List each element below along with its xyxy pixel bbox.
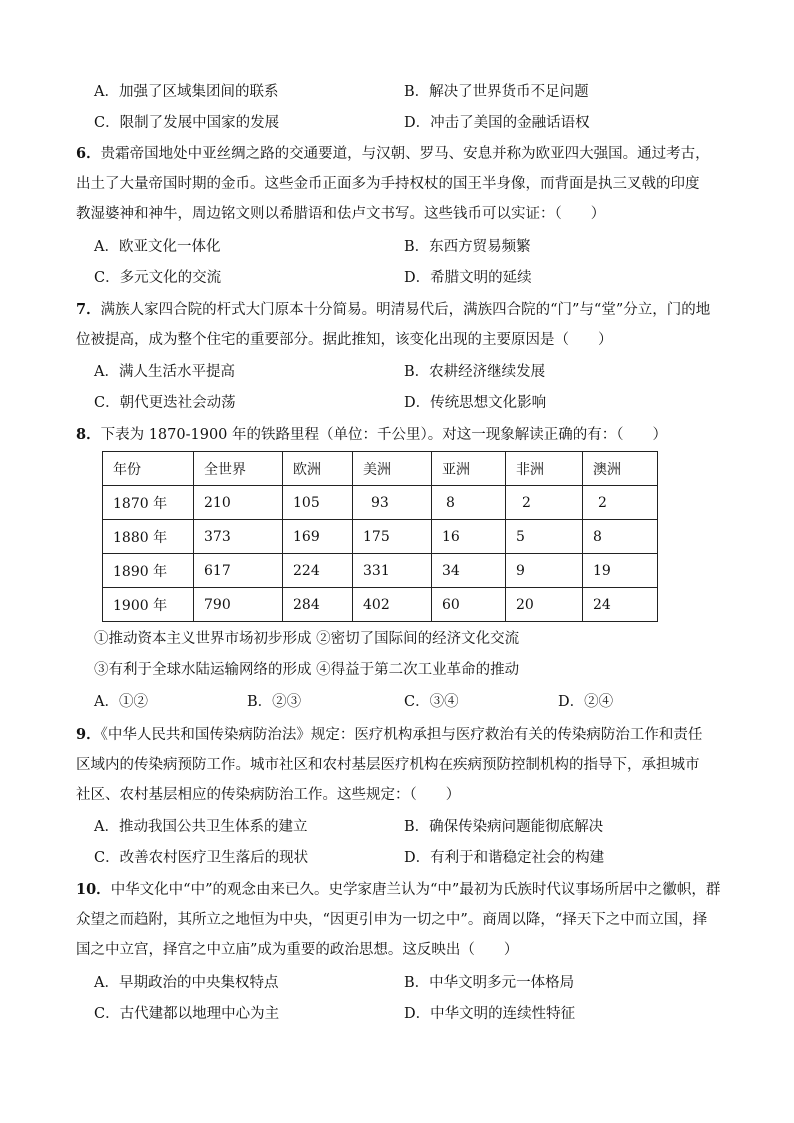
q10-stem-text-1: 中华文化中“中”的观念由来已久。史学家唐兰认为“中”最初为氏族时代议事场所居中之徽帜，群 [110, 882, 721, 898]
table-cell: 790 [194, 588, 283, 622]
q10-stem-line-3: 国之中立宫，择宫之中立庙”成为重要的政治思想。这反映出（ ） [76, 942, 519, 958]
table-cell: 2 [506, 486, 583, 520]
q6-stem-line-1 [76, 144, 726, 164]
table-cell: 9 [506, 554, 583, 588]
table-row [103, 588, 658, 622]
q6-option-b: B．东西方贸易频繁 [404, 239, 531, 255]
q8-number: 8． [76, 426, 101, 443]
table-header-cell: 欧洲 [283, 452, 353, 486]
q8-option-d: D．②④ [558, 694, 614, 710]
q7-number: 7． [76, 301, 101, 318]
q9-option-b: B．确保传染病问题能彻底解决 [404, 819, 604, 835]
table-cell: 1900 年 [103, 588, 194, 622]
q9-option-c: C．改善农村医疗卫生落后的现状 [94, 850, 309, 866]
table-header-cell: 美洲 [353, 452, 432, 486]
q6-number: 6． [76, 145, 101, 162]
table-header-row [103, 452, 658, 486]
table-cell: 1880 年 [103, 520, 194, 554]
q6-option-d: D．希腊文明的延续 [404, 270, 532, 286]
q7-stem-text-1: 满族人家四合院的杆式大门原本十分简易。明清易代后，满族四合院的“门”与“堂”分立，门的地 [100, 302, 711, 318]
q8-option-b: B．②③ [247, 694, 302, 710]
q5-option-c: C．限制了发展中国家的发展 [94, 115, 280, 131]
q6-stem-line-3: 教湿婆神和神牛，周边铭文则以希腊语和佉卢文书写。这些钱币可以实证：（ ） [76, 206, 606, 222]
q7-stem-line-1 [76, 300, 726, 320]
table-header-cell: 年份 [103, 452, 194, 486]
q9-option-a: A．推动我国公共卫生体系的建立 [94, 819, 308, 835]
q9-stem-text-1: 《中华人民共和国传染病防治法》规定：医疗机构承担与医疗救治有关的传染病防治工作和责任 [100, 727, 703, 743]
table-cell: 8 [583, 520, 658, 554]
q9-option-d: D．有利于和谐稳定社会的构建 [404, 850, 605, 866]
table-cell: 175 [353, 520, 432, 554]
q8-option-a: A．①② [94, 694, 148, 710]
q9-stem-line-1 [76, 725, 726, 745]
table-header-cell: 亚洲 [432, 452, 506, 486]
q8-option-c: C．③④ [404, 694, 459, 710]
q10-number: 10． [76, 881, 111, 898]
table-cell: 8 [432, 486, 506, 520]
q10-option-a: A．早期政治的中央集权特点 [94, 975, 279, 991]
table-cell: 169 [283, 520, 353, 554]
table-cell: 617 [194, 554, 283, 588]
table-cell: 284 [283, 588, 353, 622]
q7-option-a: A．满人生活水平提高 [94, 364, 235, 380]
table-row [103, 520, 658, 554]
table-cell: 5 [506, 520, 583, 554]
q9-stem-line-3: 社区、农村基层相应的传染病防治工作。这些规定：（ ） [76, 787, 461, 803]
table-cell: 331 [353, 554, 432, 588]
q6-option-a: A．欧亚文化一体化 [94, 239, 221, 255]
table-cell: 93 [353, 486, 432, 520]
q8-stem-text-1: 下表为 1870-1900 年的铁路里程（单位：千公里）。对这一现象解读正确的有：（ ） [100, 427, 668, 443]
q9-number: 9． [76, 726, 101, 743]
table-cell: 105 [283, 486, 353, 520]
q5-option-a: A．加强了区域集团间的联系 [94, 84, 279, 100]
q7-option-c: C．朝代更迭社会动荡 [94, 395, 236, 411]
table-header-cell: 全世界 [194, 452, 283, 486]
table-cell: 20 [506, 588, 583, 622]
q6-stem-text-1: 贵霜帝国地处中亚丝绸之路的交通要道，与汉朝、罗马、安息并称为欧亚四大强国。通过考古， [100, 146, 710, 162]
q6-stem-line-2: 出土了大量帝国时期的金币。这些金币正面多为手持权杖的国王半身像，而背面是执三叉戟的印度 [76, 176, 700, 192]
q6-option-c: C．多元文化的交流 [94, 270, 222, 286]
q10-option-c: C．古代建都以地理中心为主 [94, 1006, 280, 1022]
table-header-cell: 澳洲 [583, 452, 658, 486]
q7-option-d: D．传统思想文化影响 [404, 395, 547, 411]
table-cell: 34 [432, 554, 506, 588]
table-cell: 60 [432, 588, 506, 622]
table-row [103, 554, 658, 588]
railway-mileage-table [102, 451, 658, 622]
table-cell: 19 [583, 554, 658, 588]
q8-statements-line-1: ①推动资本主义世界市场初步形成 ②密切了国际间的经济文化交流 [94, 631, 520, 647]
table-cell: 224 [283, 554, 353, 588]
q7-option-b: B．农耕经济继续发展 [404, 364, 546, 380]
table-cell: 2 [583, 486, 658, 520]
q7-stem-line-2: 位被提高，成为整个住宅的重要部分。据此推知，该变化出现的主要原因是（ ） [76, 332, 613, 348]
q9-stem-line-2: 区域内的传染病预防工作。城市社区和农村基层医疗机构在疾病预防控制机构的指导下，承担城市 [76, 757, 700, 773]
table-cell: 24 [583, 588, 658, 622]
q8-statements-line-2: ③有利于全球水陆运输网络的形成 ④得益于第二次工业革命的推动 [94, 662, 520, 678]
table-cell: 1870 年 [103, 486, 194, 520]
q5-option-b: B．解决了世界货币不足问题 [404, 84, 589, 100]
table-cell: 402 [353, 588, 432, 622]
table-cell: 373 [194, 520, 283, 554]
q10-stem-line-1 [76, 880, 726, 900]
table-cell: 210 [194, 486, 283, 520]
table-cell: 16 [432, 520, 506, 554]
table-header-cell: 非洲 [506, 452, 583, 486]
q5-option-d: D．冲击了美国的金融话语权 [404, 115, 590, 131]
table-row [103, 486, 658, 520]
q10-option-d: D．中华文明的连续性特征 [404, 1006, 576, 1022]
q10-stem-line-2: 众望之而趋附，其所立之地恒为中央，“因更引申为一切之中”。商周以降，“择天下之中而立国，择 [76, 912, 708, 928]
table-cell: 1890 年 [103, 554, 194, 588]
q10-option-b: B．中华文明多元一体格局 [404, 975, 575, 991]
q8-stem-line-1 [76, 425, 726, 445]
